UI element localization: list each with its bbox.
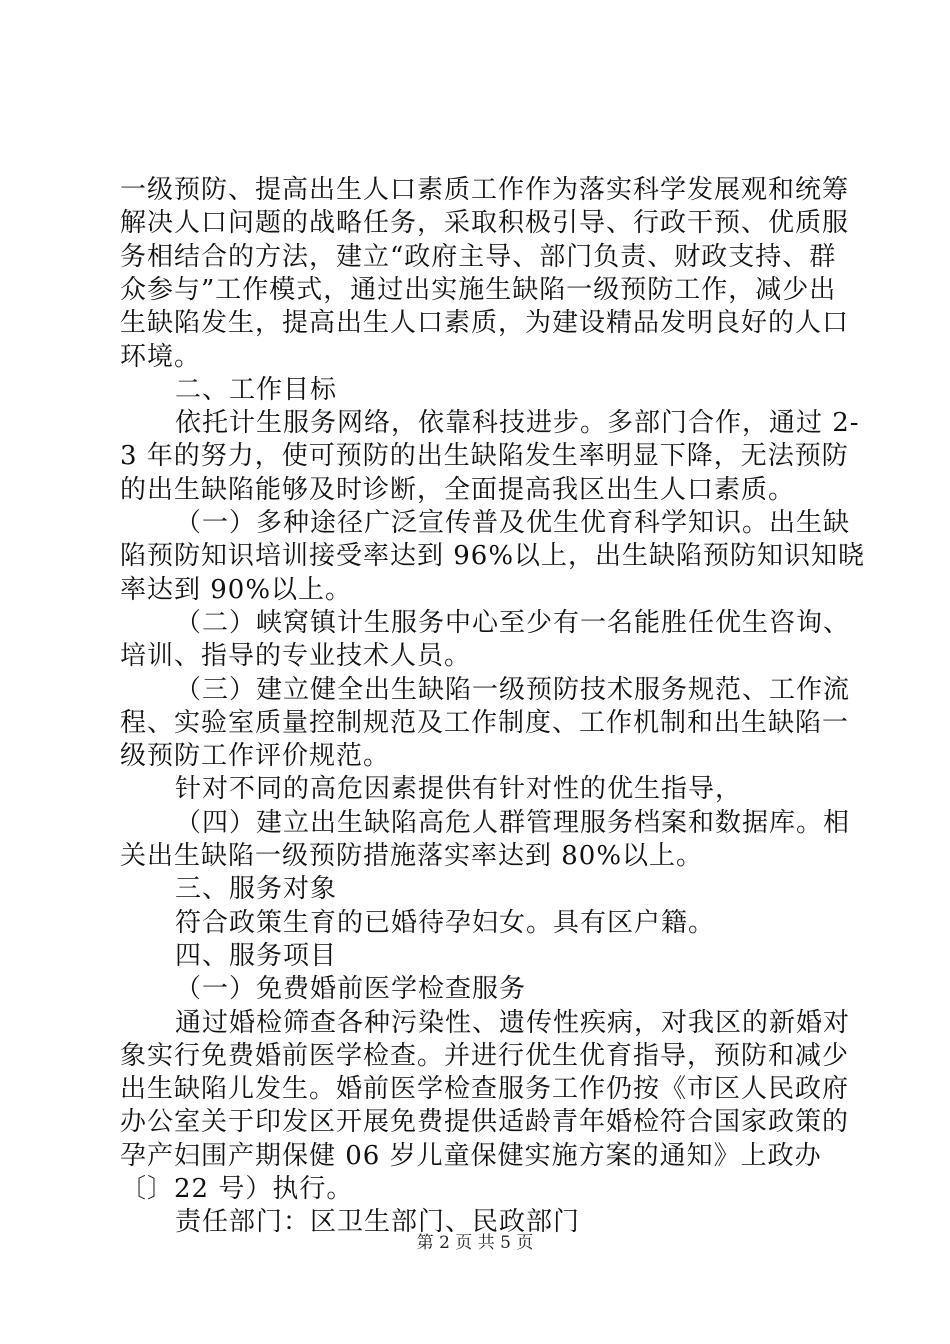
- text-line: 责任部门：区卫生部门、民政部门: [175, 1207, 581, 1238]
- text-line: 级预防工作评价规范。: [120, 741, 391, 772]
- text-line: 象实行免费婚前医学检查。并进行优生优育指导，预防和减少: [120, 1040, 850, 1071]
- text-line: 众参与”工作模式，通过出实施生缺陷一级预防工作，减少出: [120, 274, 837, 305]
- text-line: 培训、指导的专业技术人员。: [120, 641, 472, 672]
- text-line: 环境。: [120, 341, 202, 372]
- text-line: 程、实验室质量控制规范及工作制度、工作机制和出生缺陷一: [120, 707, 850, 738]
- text-line: （四）建立出生缺陷高危人群管理服务档案和数据库。相: [175, 807, 851, 838]
- text-line: 的出生缺陷能够及时诊断，全面提高我区出生人口素质。: [120, 474, 796, 505]
- text-line: 一级预防、提高出生人口素质工作作为落实科学发展观和统筹: [120, 175, 850, 205]
- text-line: 办公室关于印发区开展免费提供适龄青年婚检符合国家政策的: [120, 1107, 850, 1138]
- text-line: 生缺陷发生，提高出生人口素质，为建设精品发明良好的人口: [120, 308, 850, 339]
- text-line: 出生缺陷儿发生。婚前医学检查服务工作仍按《市区人民政府: [120, 1074, 850, 1105]
- text-line: （一）多种途径广泛宣传普及优生优育科学知识。出生缺: [175, 508, 851, 538]
- text-line: （二）峡窝镇计生服务中心至少有一名能胜任优生咨询、: [175, 607, 851, 638]
- page-footer: 第 2 页 共 5 页: [416, 1233, 534, 1253]
- text-line: 〔〕22 号）执行。: [120, 1174, 354, 1204]
- text-line: 针对不同的高危因素提供有针对性的优生指导，: [175, 774, 743, 805]
- text-line: 符合政策生育的已婚待孕妇女。具有区户籍。: [175, 907, 716, 938]
- section-heading: 三、服务对象: [175, 874, 338, 905]
- section-heading: 二、工作目标: [175, 374, 338, 405]
- text-line: 解决人口问题的战略任务，采取积极引导、行政干预、优质服: [120, 208, 850, 239]
- text-line: 陷预防知识培训接受率达到 96%以上，出生缺陷预防知识知晓: [120, 541, 866, 572]
- text-line: 关出生缺陷一级预防措施落实率达到 80%以上。: [120, 841, 704, 871]
- text-line: （三）建立健全出生缺陷一级预防技术服务规范、工作流: [175, 674, 851, 705]
- text-line: 务相结合的方法，建立“政府主导、部门负责、财政支持、群: [120, 241, 837, 272]
- text-line: 依托计生服务网络，依靠科技进步。多部门合作，通过 2-: [175, 408, 860, 439]
- text-line: 3 年的努力，使可预防的出生缺陷发生率明显下降，无法预防: [120, 441, 849, 472]
- text-line: 通过婚检筛查各种污染性、遗传性疾病，对我区的新婚对: [175, 1007, 851, 1038]
- subsection-heading: （一）免费婚前医学检查服务: [175, 974, 527, 1005]
- text-line: 孕产妇围产期保健 06 岁儿童保健实施方案的通知》上政办: [120, 1140, 822, 1171]
- text-line: 率达到 90%以上。: [120, 574, 353, 605]
- section-heading: 四、服务项目: [175, 940, 338, 971]
